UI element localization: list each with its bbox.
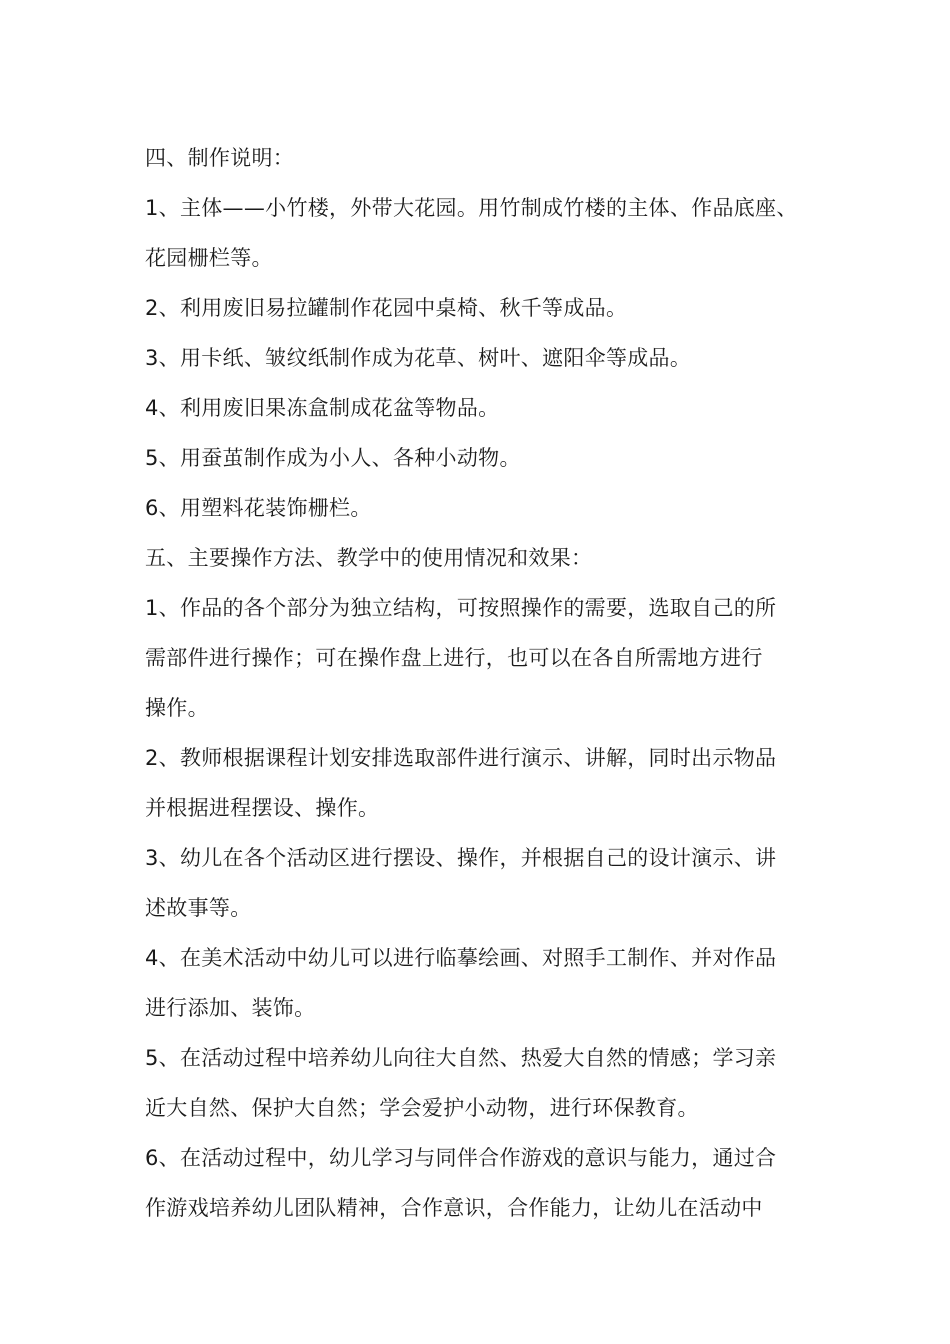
text-line: 花园栅栏等。 bbox=[145, 246, 273, 270]
section-heading-operation-methods: 五、主要操作方法、教学中的使用情况和效果： bbox=[145, 546, 593, 570]
text-line: 2、教师根据课程计划安排选取部件进行演示、讲解，同时出示物品 bbox=[145, 746, 777, 770]
text-line: 4、在美术活动中幼儿可以进行临摹绘画、对照手工制作、并对作品 bbox=[145, 946, 777, 970]
text-line: 操作。 bbox=[145, 696, 209, 720]
text-line: 6、在活动过程中，幼儿学习与同伴合作游戏的意识与能力，通过合 bbox=[145, 1146, 777, 1170]
text-line: 4、利用废旧果冻盒制成花盆等物品。 bbox=[145, 396, 500, 420]
text-line: 近大自然、保护大自然；学会爱护小动物，进行环保教育。 bbox=[145, 1096, 699, 1120]
text-line: 5、在活动过程中培养幼儿向往大自然、热爱大自然的情感；学习亲 bbox=[145, 1046, 777, 1070]
text-line: 6、用塑料花装饰栅栏。 bbox=[145, 496, 372, 520]
text-line: 进行添加、装饰。 bbox=[145, 996, 316, 1020]
document-body bbox=[145, 133, 825, 1233]
section-heading-production-notes: 四、制作说明： bbox=[145, 146, 295, 170]
text-line: 3、幼儿在各个活动区进行摆设、操作，并根据自己的设计演示、讲 bbox=[145, 846, 777, 870]
text-line: 3、用卡纸、皱纹纸制作成为花草、树叶、遮阳伞等成品。 bbox=[145, 346, 692, 370]
text-line: 作游戏培养幼儿团队精神，合作意识，合作能力，让幼儿在活动中 bbox=[145, 1196, 763, 1220]
text-line: 1、作品的各个部分为独立结构，可按照操作的需要，选取自己的所 bbox=[145, 596, 777, 620]
text-line: 并根据进程摆设、操作。 bbox=[145, 796, 380, 820]
text-line: 1、主体——小竹楼，外带大花园。用竹制成竹楼的主体、作品底座、 bbox=[145, 196, 798, 220]
text-line: 2、利用废旧易拉罐制作花园中桌椅、秋千等成品。 bbox=[145, 296, 628, 320]
text-line: 述故事等。 bbox=[145, 896, 252, 920]
text-line: 需部件进行操作；可在操作盘上进行，也可以在各自所需地方进行 bbox=[145, 646, 763, 670]
text-line: 5、用蚕茧制作成为小人、各种小动物。 bbox=[145, 446, 521, 470]
